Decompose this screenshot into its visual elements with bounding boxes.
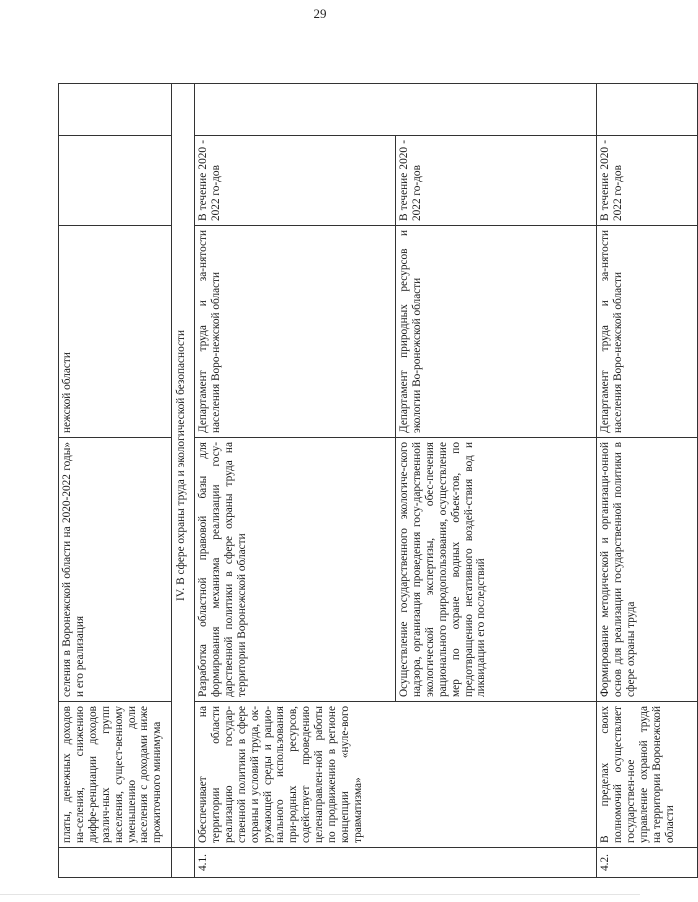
table-row-4-1 — [195, 84, 396, 878]
responsible-cell: нежской области — [59, 226, 172, 438]
section-title: IV. В сфере охраны труда и экологической безопасности — [172, 84, 195, 848]
table-row-continuation — [59, 84, 172, 878]
row-number-cell — [59, 848, 172, 878]
page-number: 29 — [313, 6, 327, 21]
responsible-cell: Департамент труда и за-нятости населения Воро-нежской области — [597, 226, 698, 438]
period-cell — [59, 136, 172, 226]
scan-edge-line — [0, 894, 640, 895]
responsible-cell: Департамент труда и за-нятости населения Воро-нежской области — [195, 226, 396, 438]
row-number-cell: 4.1. — [195, 848, 597, 878]
period-cell: В течение 2020 - 2022 го-дов — [396, 136, 597, 226]
measures-table — [58, 83, 698, 878]
row-number-cell — [172, 848, 195, 878]
description-cell: Обеспечивает на территории области реализацию государ-ственной политики в сфере охраны и условий труда, ок-ружающей среды и рацио-нального использования при-родных ресурсов, содействует проведению целенаправлен-ной работы по продвижению в регионе концепции «нуле-вого травматизма» — [195, 702, 597, 848]
table-row-section — [172, 84, 195, 878]
action-cell: Формирование методической и организаци-онной основ для реализации государственной политики в сфере охраны труда — [597, 438, 698, 702]
empty-cell — [597, 84, 698, 136]
action-cell: Разработка областной правовой базы для формирования механизма реализации госу-дарственной политики в сфере охраны труда на территории Воронежской области — [195, 438, 396, 702]
responsible-cell: Департамент природных ресурсов и экологии Во-ронежской области — [396, 226, 597, 438]
period-cell: В течение 2020 - 2022 го-дов — [195, 136, 396, 226]
empty-cell — [195, 84, 597, 136]
table-row-4-2 — [597, 84, 698, 878]
description-cell: В пределах своих полномочий осуществляет государствен-ное управление охраной труда на территории Воронежской области — [597, 702, 698, 848]
action-cell: Осуществление государственного экологиче-ского надзора, организация проведения госу-дарственной экологической экспертизы, обес-печения рационального природопользования, осуществление мер по охране водных объек-тов, по предотвращению негативного воздей-ствия вод и ликвидации его последствий — [396, 438, 597, 702]
row-number-cell: 4.2. — [597, 848, 698, 878]
action-cell: селения в Воронежской области на 2020-2022 годы» и его реализация — [59, 438, 172, 702]
period-cell: В течение 2020 - 2022 го-дов — [597, 136, 698, 226]
empty-cell — [59, 84, 172, 136]
description-cell: платы, денежных доходов на-селения, снижению диффе-ренциации доходов различ-ных групп населения, сущест-венному уменьшению доли населения с доходами ниже прожиточного минимума — [59, 702, 172, 848]
